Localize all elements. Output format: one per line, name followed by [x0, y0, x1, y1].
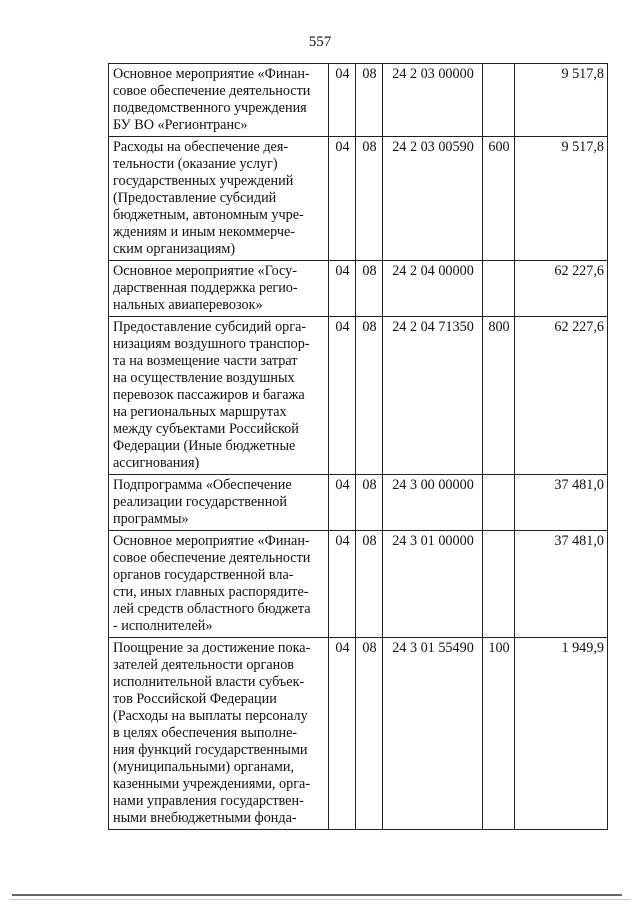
expense-name-line: совое обеспечение деятельности: [113, 83, 311, 99]
expense-name-line: Расходы на обеспечение дея-: [113, 139, 289, 155]
table-row: [109, 638, 608, 830]
expense-name-line: ассигнования): [113, 455, 200, 471]
expense-name-line: (Предоставление субсидий: [113, 190, 277, 206]
expense-name-line: Федерации (Иные бюджетные: [113, 438, 296, 454]
section-code-cell: 04: [329, 261, 356, 317]
expense-type-cell: 600: [483, 137, 515, 261]
expense-name-line: государственных учреждений: [113, 173, 294, 189]
expense-type-cell: [483, 531, 515, 638]
subsection-code-cell: 08: [356, 531, 383, 638]
section-code-cell: 04: [329, 531, 356, 638]
expense-name-cell: [109, 638, 329, 830]
expense-name-line: низациям воздушного транспор-: [113, 336, 310, 352]
target-article-cell: 24 3 01 00000: [383, 531, 483, 638]
page-number: 557: [308, 34, 332, 50]
scan-artifact-line: [10, 899, 630, 900]
table-row: [109, 317, 608, 475]
target-article-cell: 24 3 00 00000: [383, 475, 483, 531]
target-article-cell: 24 2 04 71350: [383, 317, 483, 475]
expense-name-line: Предоставление субсидий орга-: [113, 319, 307, 335]
expense-name-cell: [109, 317, 329, 475]
target-article-cell: 24 2 03 00000: [383, 64, 483, 137]
section-code-cell: 04: [329, 64, 356, 137]
expense-name-line: ским организациям): [113, 241, 236, 257]
expense-name-cell: [109, 531, 329, 638]
subsection-code-cell: 08: [356, 64, 383, 137]
table-row: [109, 64, 608, 137]
expense-name-line: на региональных маршрутах: [113, 404, 287, 420]
expense-name-line: подведомственного учреждения: [113, 100, 307, 116]
subsection-code-cell: 08: [356, 317, 383, 475]
expense-name-line: ния функций государственными: [113, 742, 308, 758]
table-row: [109, 261, 608, 317]
expense-name-line: нальных авиаперевозок»: [113, 297, 263, 313]
expense-name-cell: [109, 64, 329, 137]
table-row: [109, 137, 608, 261]
expense-name-line: между субъектами Российской: [113, 421, 299, 437]
budget-table-body: [109, 64, 608, 830]
expense-name-cell: [109, 261, 329, 317]
amount-cell: 37 481,0: [515, 475, 608, 531]
amount-cell: 1 949,9: [515, 638, 608, 830]
expense-name-line: казенными учреждениями, орга-: [113, 776, 311, 792]
section-code-cell: 04: [329, 317, 356, 475]
expense-name-line: дарственная поддержка регио-: [113, 280, 298, 296]
target-article-cell: 24 2 03 00590: [383, 137, 483, 261]
amount-cell: 37 481,0: [515, 531, 608, 638]
expense-name-line: тельности (оказание услуг): [113, 156, 278, 172]
expense-name-cell: [109, 475, 329, 531]
expense-name-line: на осуществление воздушных: [113, 370, 295, 386]
target-article-cell: 24 3 01 55490: [383, 638, 483, 830]
subsection-code-cell: 08: [356, 261, 383, 317]
section-code-cell: 04: [329, 638, 356, 830]
scan-artifact-line: [12, 894, 622, 896]
expense-name-line: Основное мероприятие «Госу-: [113, 263, 297, 279]
expense-name-line: Основное мероприятие «Финан-: [113, 66, 310, 82]
target-article-cell: 24 2 04 00000: [383, 261, 483, 317]
section-code-cell: 04: [329, 475, 356, 531]
expense-name-line: - исполнителей»: [113, 618, 213, 634]
amount-cell: 62 227,6: [515, 261, 608, 317]
subsection-code-cell: 08: [356, 475, 383, 531]
expense-name-line: Подпрограмма «Обеспечение: [113, 477, 292, 493]
expense-name-line: исполнительной власти субъек-: [113, 674, 305, 690]
subsection-code-cell: 08: [356, 638, 383, 830]
table-row: [109, 475, 608, 531]
expense-name-line: ными внебюджетными фонда-: [113, 810, 297, 826]
expense-type-cell: 100: [483, 638, 515, 830]
expense-name-line: Основное мероприятие «Финан-: [113, 533, 310, 549]
expense-name-line: (Расходы на выплаты персоналу: [113, 708, 308, 724]
expense-type-cell: [483, 475, 515, 531]
expense-name-line: совое обеспечение деятельности: [113, 550, 311, 566]
expense-name-line: тов Российской Федерации: [113, 691, 277, 707]
section-code-cell: 04: [329, 137, 356, 261]
expense-name-line: ждениям и иным некоммерче-: [113, 224, 295, 240]
expense-name-line: в целях обеспечения выполне-: [113, 725, 298, 741]
expense-name-line: сти, иных главных распорядите-: [113, 584, 309, 600]
expense-name-line: лей средств областного бюджета: [113, 601, 311, 617]
expense-name-line: БУ ВО «Регионтранс»: [113, 117, 248, 133]
expense-name-line: органов государственной вла-: [113, 567, 294, 583]
budget-table: [108, 63, 608, 830]
expense-name-line: реализации государственной: [113, 494, 287, 510]
expense-name-cell: [109, 137, 329, 261]
expense-name-line: перевозок пассажиров и багажа: [113, 387, 305, 403]
amount-cell: 9 517,8: [515, 137, 608, 261]
amount-cell: 62 227,6: [515, 317, 608, 475]
expense-name-line: та на возмещение части затрат: [113, 353, 298, 369]
expense-name-line: нами управления государствен-: [113, 793, 304, 809]
expense-name-line: бюджетным, автономным учре-: [113, 207, 304, 223]
expense-type-cell: [483, 64, 515, 137]
expense-name-line: Поощрение за достижение пока-: [113, 640, 311, 656]
expense-name-line: (муниципальными) органами,: [113, 759, 295, 775]
table-row: [109, 531, 608, 638]
expense-name-line: программы»: [113, 511, 189, 527]
amount-cell: 9 517,8: [515, 64, 608, 137]
subsection-code-cell: 08: [356, 137, 383, 261]
expense-name-line: зателей деятельности органов: [113, 657, 295, 673]
expense-type-cell: [483, 261, 515, 317]
expense-type-cell: 800: [483, 317, 515, 475]
